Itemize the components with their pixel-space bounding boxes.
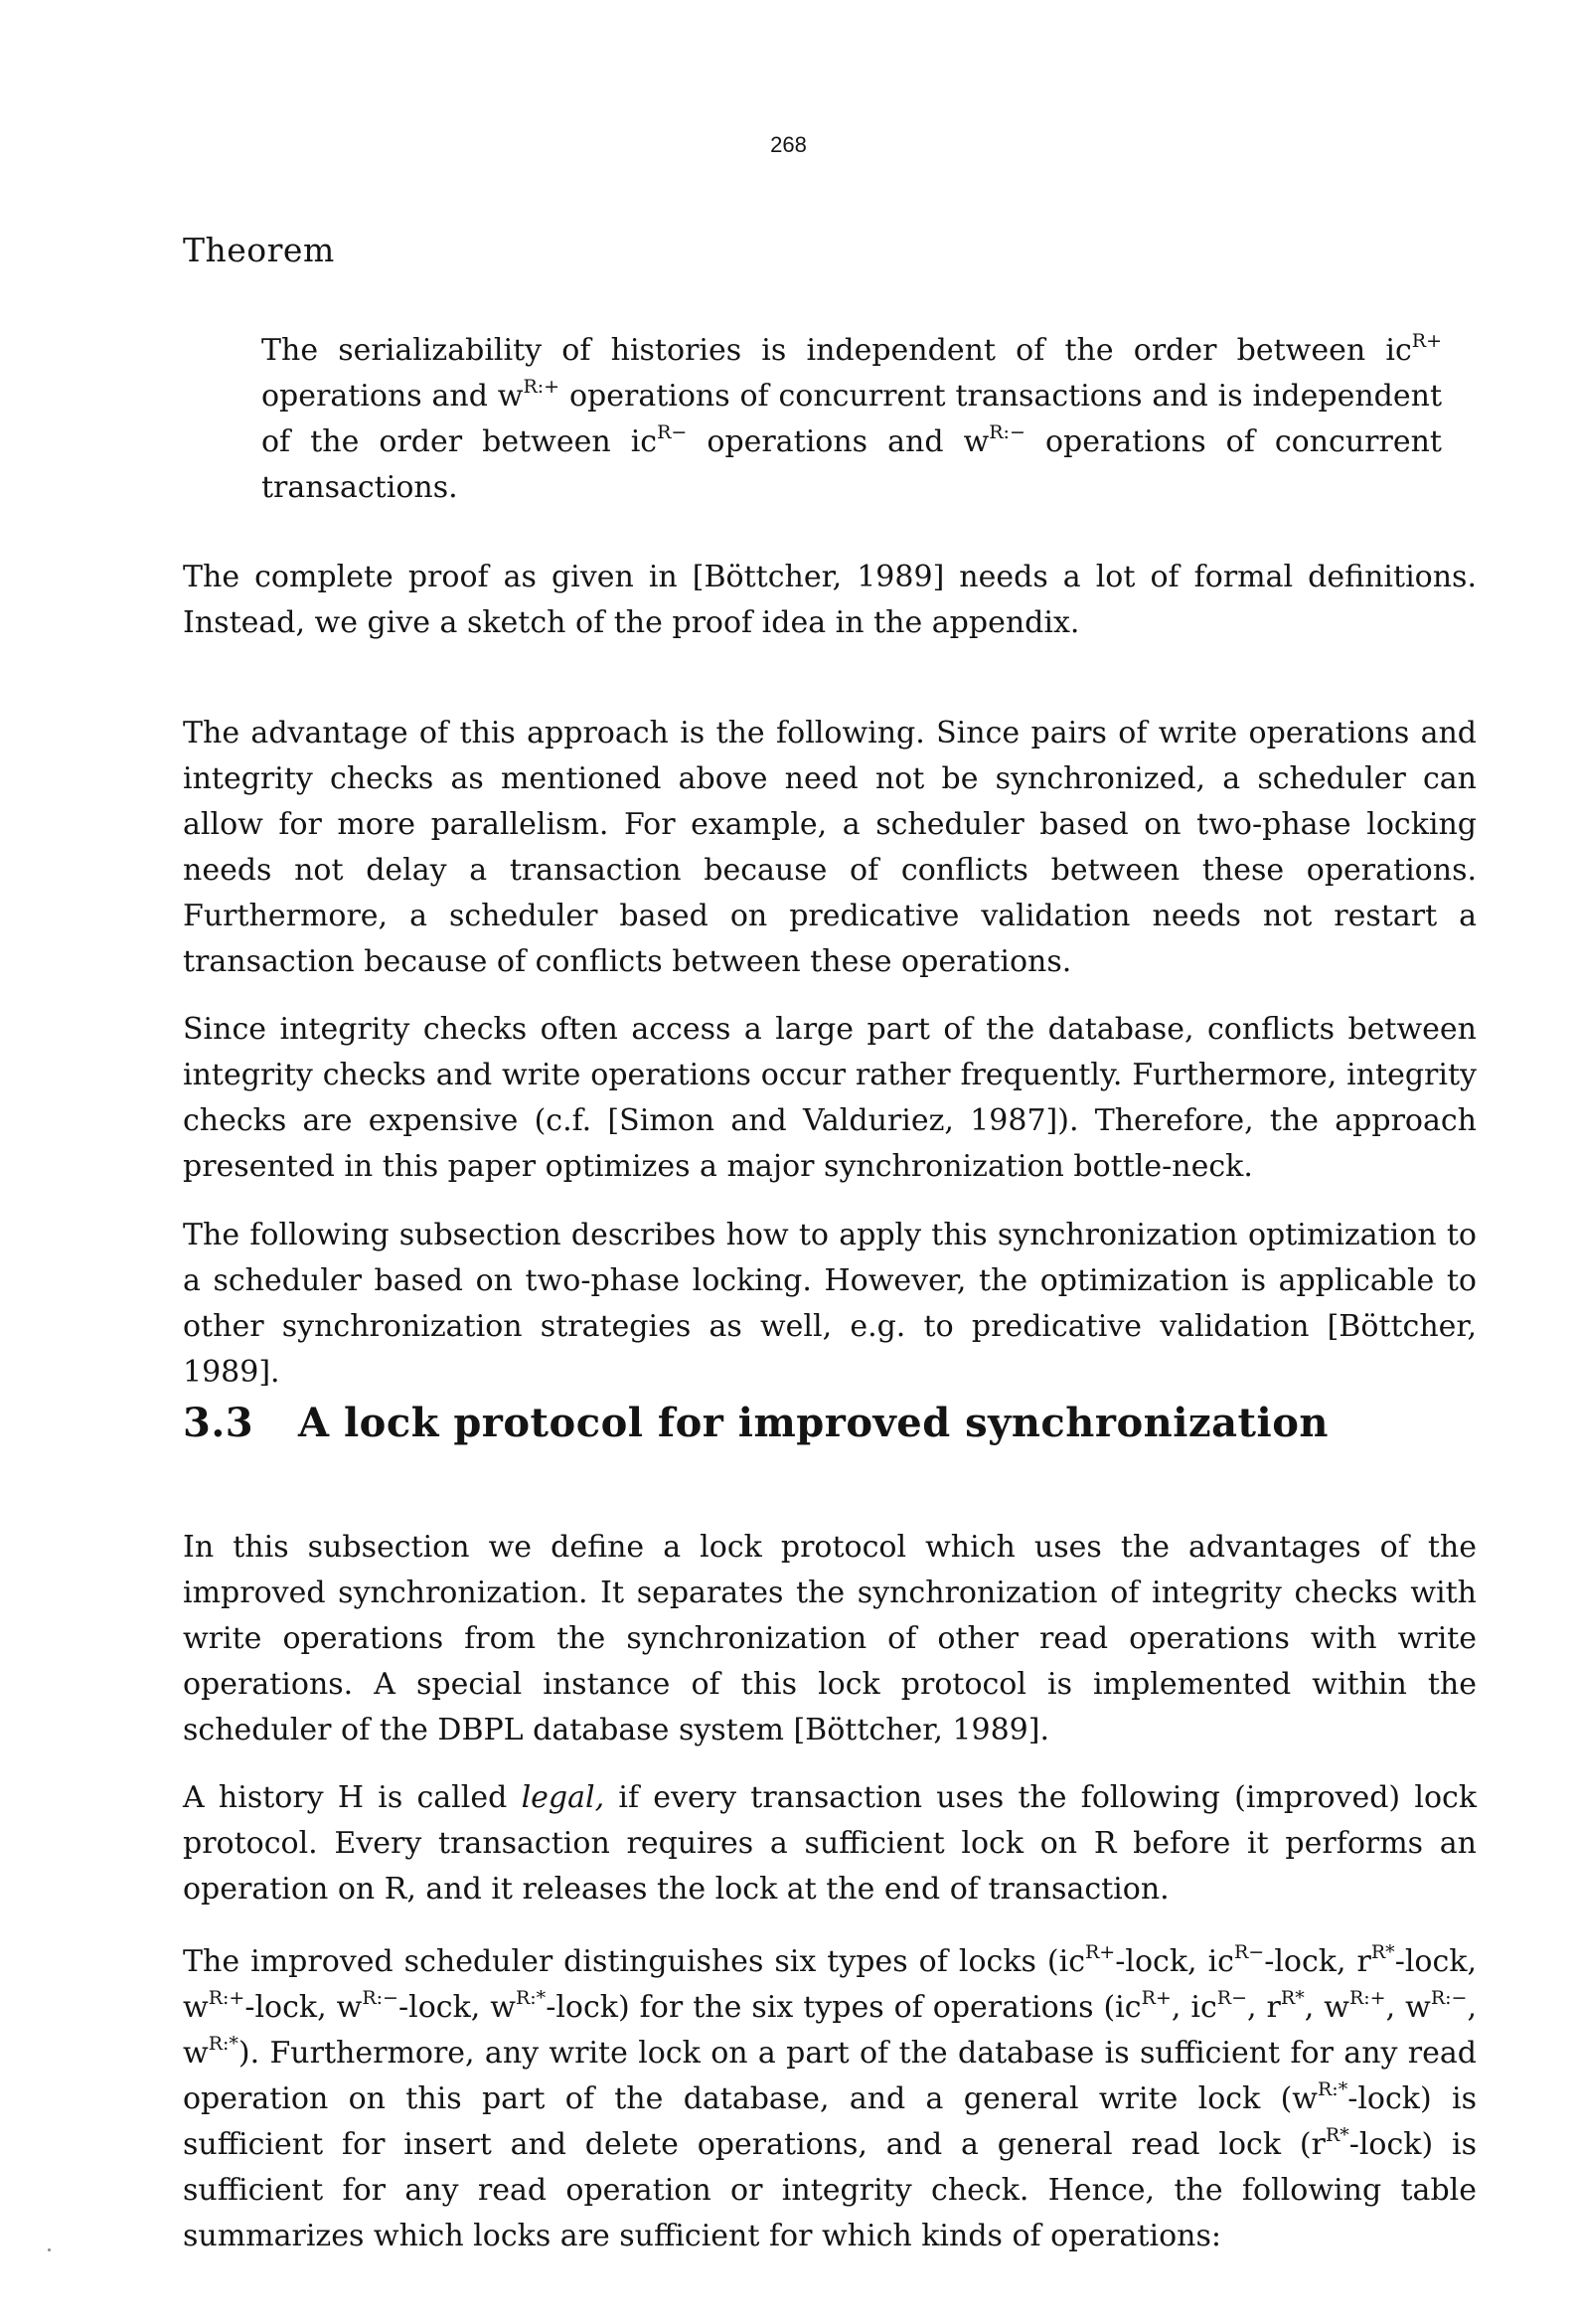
paragraph-legal-history: A history H is called legal, if every transaction uses the following (improved) lock protocol. Every transaction requires a sufficient lock on R before it performs an operation on R, and it releases the lock at the end of transaction.: [183, 1780, 1478, 1907]
paragraph-integrity: Since integrity checks often access a large part of the database, conflicts between integrity checks and write operations occur rather frequently. Furthermore, integrity checks are expensive (c.f. [Simon and Valduriez, 1987]). Therefore, the approach presented in this paper optimizes a major synchronization bottle-neck.: [183, 1012, 1477, 1184]
scan-speck: [48, 2248, 51, 2251]
theorem-heading: Theorem: [183, 231, 335, 269]
page-number: 268: [770, 132, 807, 157]
paragraph-advantage: The advantage of this approach is the following. Since pairs of write operations and integrity checks as mentioned above need not be synchronized, a scheduler can allow for more parallelism. For example, a scheduler based on two-phase locking needs not delay a transaction because of conflicts between these operations. Furthermore, a scheduler based on predicative validation needs not restart a transaction because of conflicts between these operations.: [183, 716, 1477, 979]
paragraph-following: The following subsection describes how to apply this synchronization optimization to a scheduler based on two-phase locking. However, the optimization is applicable to other synchronization strategies as well, e.g. to predicative validation [Böttcher, 1989].: [183, 1218, 1477, 1390]
legal-term: legal,: [521, 1780, 605, 1815]
section-heading: [183, 1400, 1329, 1446]
paragraph-proof: The complete proof as given in [Böttcher, 1989] needs a lot of formal definitions. Instead, we give a sketch of the proof idea in the appendix.: [183, 560, 1477, 640]
theorem-statement: The serializability of histories is independent of the order between $ic^{R+}$ operations and $w^{R:+}$ operations of concurrent transactions and is independent of the order between $ic^{R-}$ operations and $w^{R:-}$ operations of concurrent transactions.: [261, 330, 1443, 505]
section-title: A lock protocol for improved synchronization: [298, 1400, 1329, 1446]
paragraph-lock-types: The improved scheduler distinguishes six types of locks ($ic^{R+}$-lock, $ic^{R-}$-lock, $r^{R*}$-lock, $w^{R:+}$-lock, $w^{R:-}$-lock, $w^{R:*}-lock$) for the six types of operations ($ic^{R+}$, $ic^{R-}$, $r^{R*}$, $w^{R:+}$, $w^{R:-}$, $w^{R:*}$). Furthermore, any write lock on a part of the database is sufficient for any read operation on this part of the database, and a general write lock $(w^{R:*}-lock)$ is sufficient for insert and delete operations, and a general read lock $(r^{R*}-lock)$ is sufficient for any read operation or integrity check. Hence, the following table summarizes which locks are sufficient for which kinds of operations:: [183, 1941, 1477, 2253]
paragraph-section-intro: In this subsection we define a lock protocol which uses the advantages of the improved synchronization. It separates the synchronization of integrity checks with write operations from the synchronization of other read operations with write operations. A special instance of this lock protocol is implemented within the scheduler of the DBPL database system [Böttcher, 1989].: [183, 1530, 1477, 1747]
section-number: 3.3: [183, 1400, 254, 1446]
